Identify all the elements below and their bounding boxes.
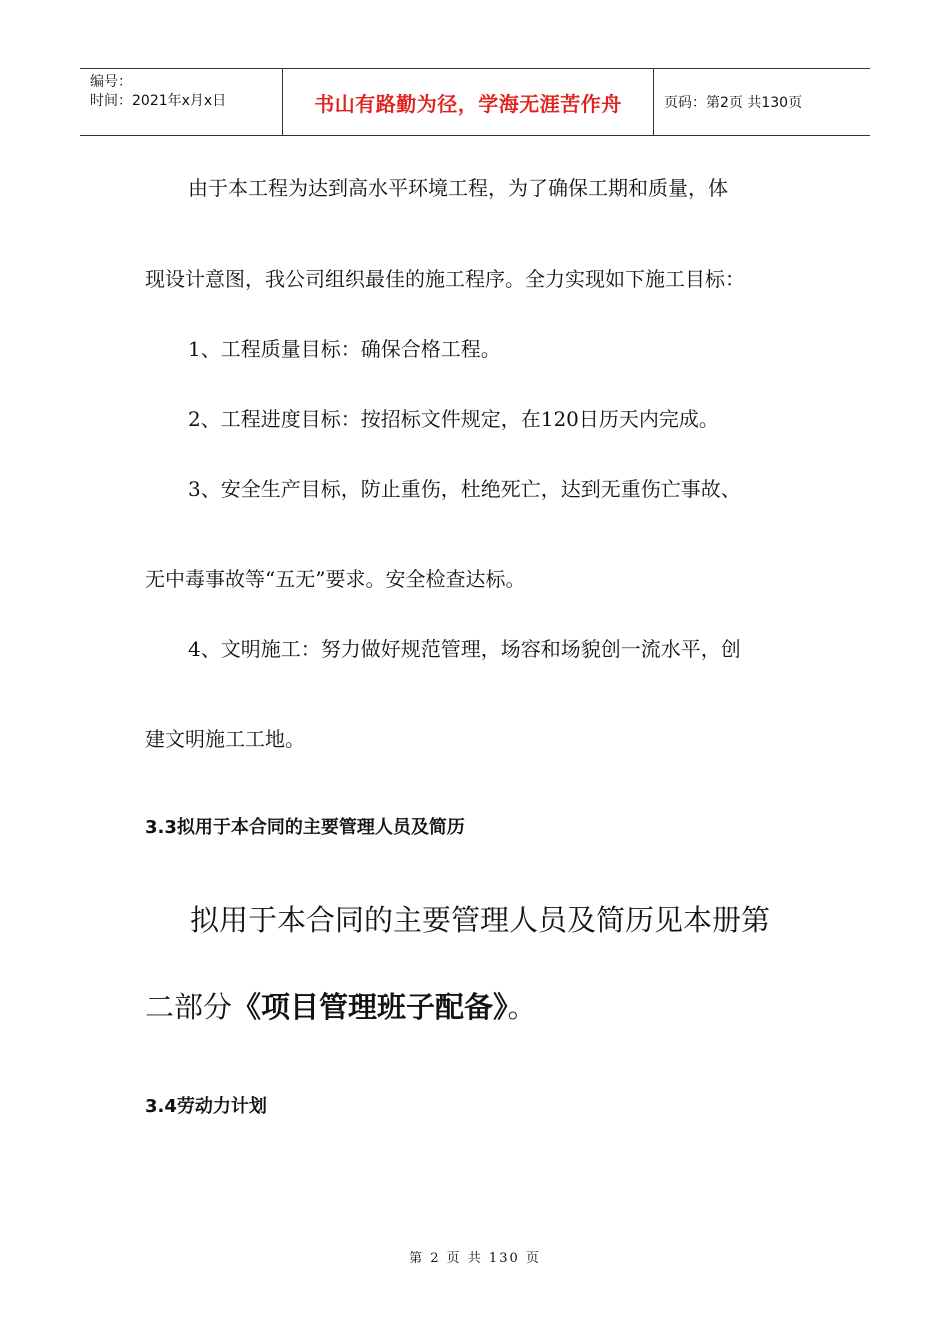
- document-number-label: 编号：: [90, 74, 132, 90]
- paragraph-staff-reference: 《项目管理班子配备》: [232, 990, 508, 1024]
- paragraph-staff-line1: 拟用于本合同的主要管理人员及简历见本册第: [190, 903, 771, 937]
- header-motto: 书山有路勤为径，学海无涯苦作舟: [314, 91, 622, 116]
- paragraph-staff-suffix: 。: [507, 990, 537, 1024]
- goal-item-4-line1: 4、文明施工：努力做好规范管理，场容和场貌创一流水平，创: [188, 637, 741, 661]
- header-page-cell: [654, 69, 870, 135]
- paragraph-intro-line1: 由于本工程为达到高水平环境工程，为了确保工期和质量，体: [188, 176, 728, 200]
- goal-item-4-line2: 建文明施工工地。: [145, 727, 305, 751]
- paragraph-intro-line2: 现设计意图，我公司组织最佳的施工程序。全力实现如下施工目标：: [145, 267, 745, 291]
- goal-item-1: 1、工程质量目标：确保合格工程。: [188, 337, 501, 361]
- page-header: [80, 68, 870, 136]
- section-heading-3-4: 3.4劳动力计划: [145, 1096, 267, 1117]
- section-heading-3-3: 3.3拟用于本合同的主要管理人员及简历: [145, 817, 465, 838]
- paragraph-staff-prefix: 二部分: [145, 990, 233, 1024]
- goal-item-3-line2: 无中毒事故等“五无”要求。安全检查达标。: [145, 567, 526, 591]
- header-page-info: 页码：第2页 共130页: [664, 95, 803, 111]
- paragraph-staff-line2: [145, 985, 537, 1026]
- header-motto-cell: [282, 69, 654, 135]
- document-date-label: 时间：2021年x月x日: [90, 93, 227, 109]
- goal-item-3-line1: 3、安全生产目标，防止重伤，杜绝死亡，达到无重伤亡事故、: [188, 477, 741, 501]
- goal-item-2: 2、工程进度目标：按招标文件规定，在120日历天内完成。: [188, 407, 719, 431]
- header-meta: [80, 69, 282, 135]
- page-footer: 第 2 页 共 130 页: [409, 1251, 541, 1266]
